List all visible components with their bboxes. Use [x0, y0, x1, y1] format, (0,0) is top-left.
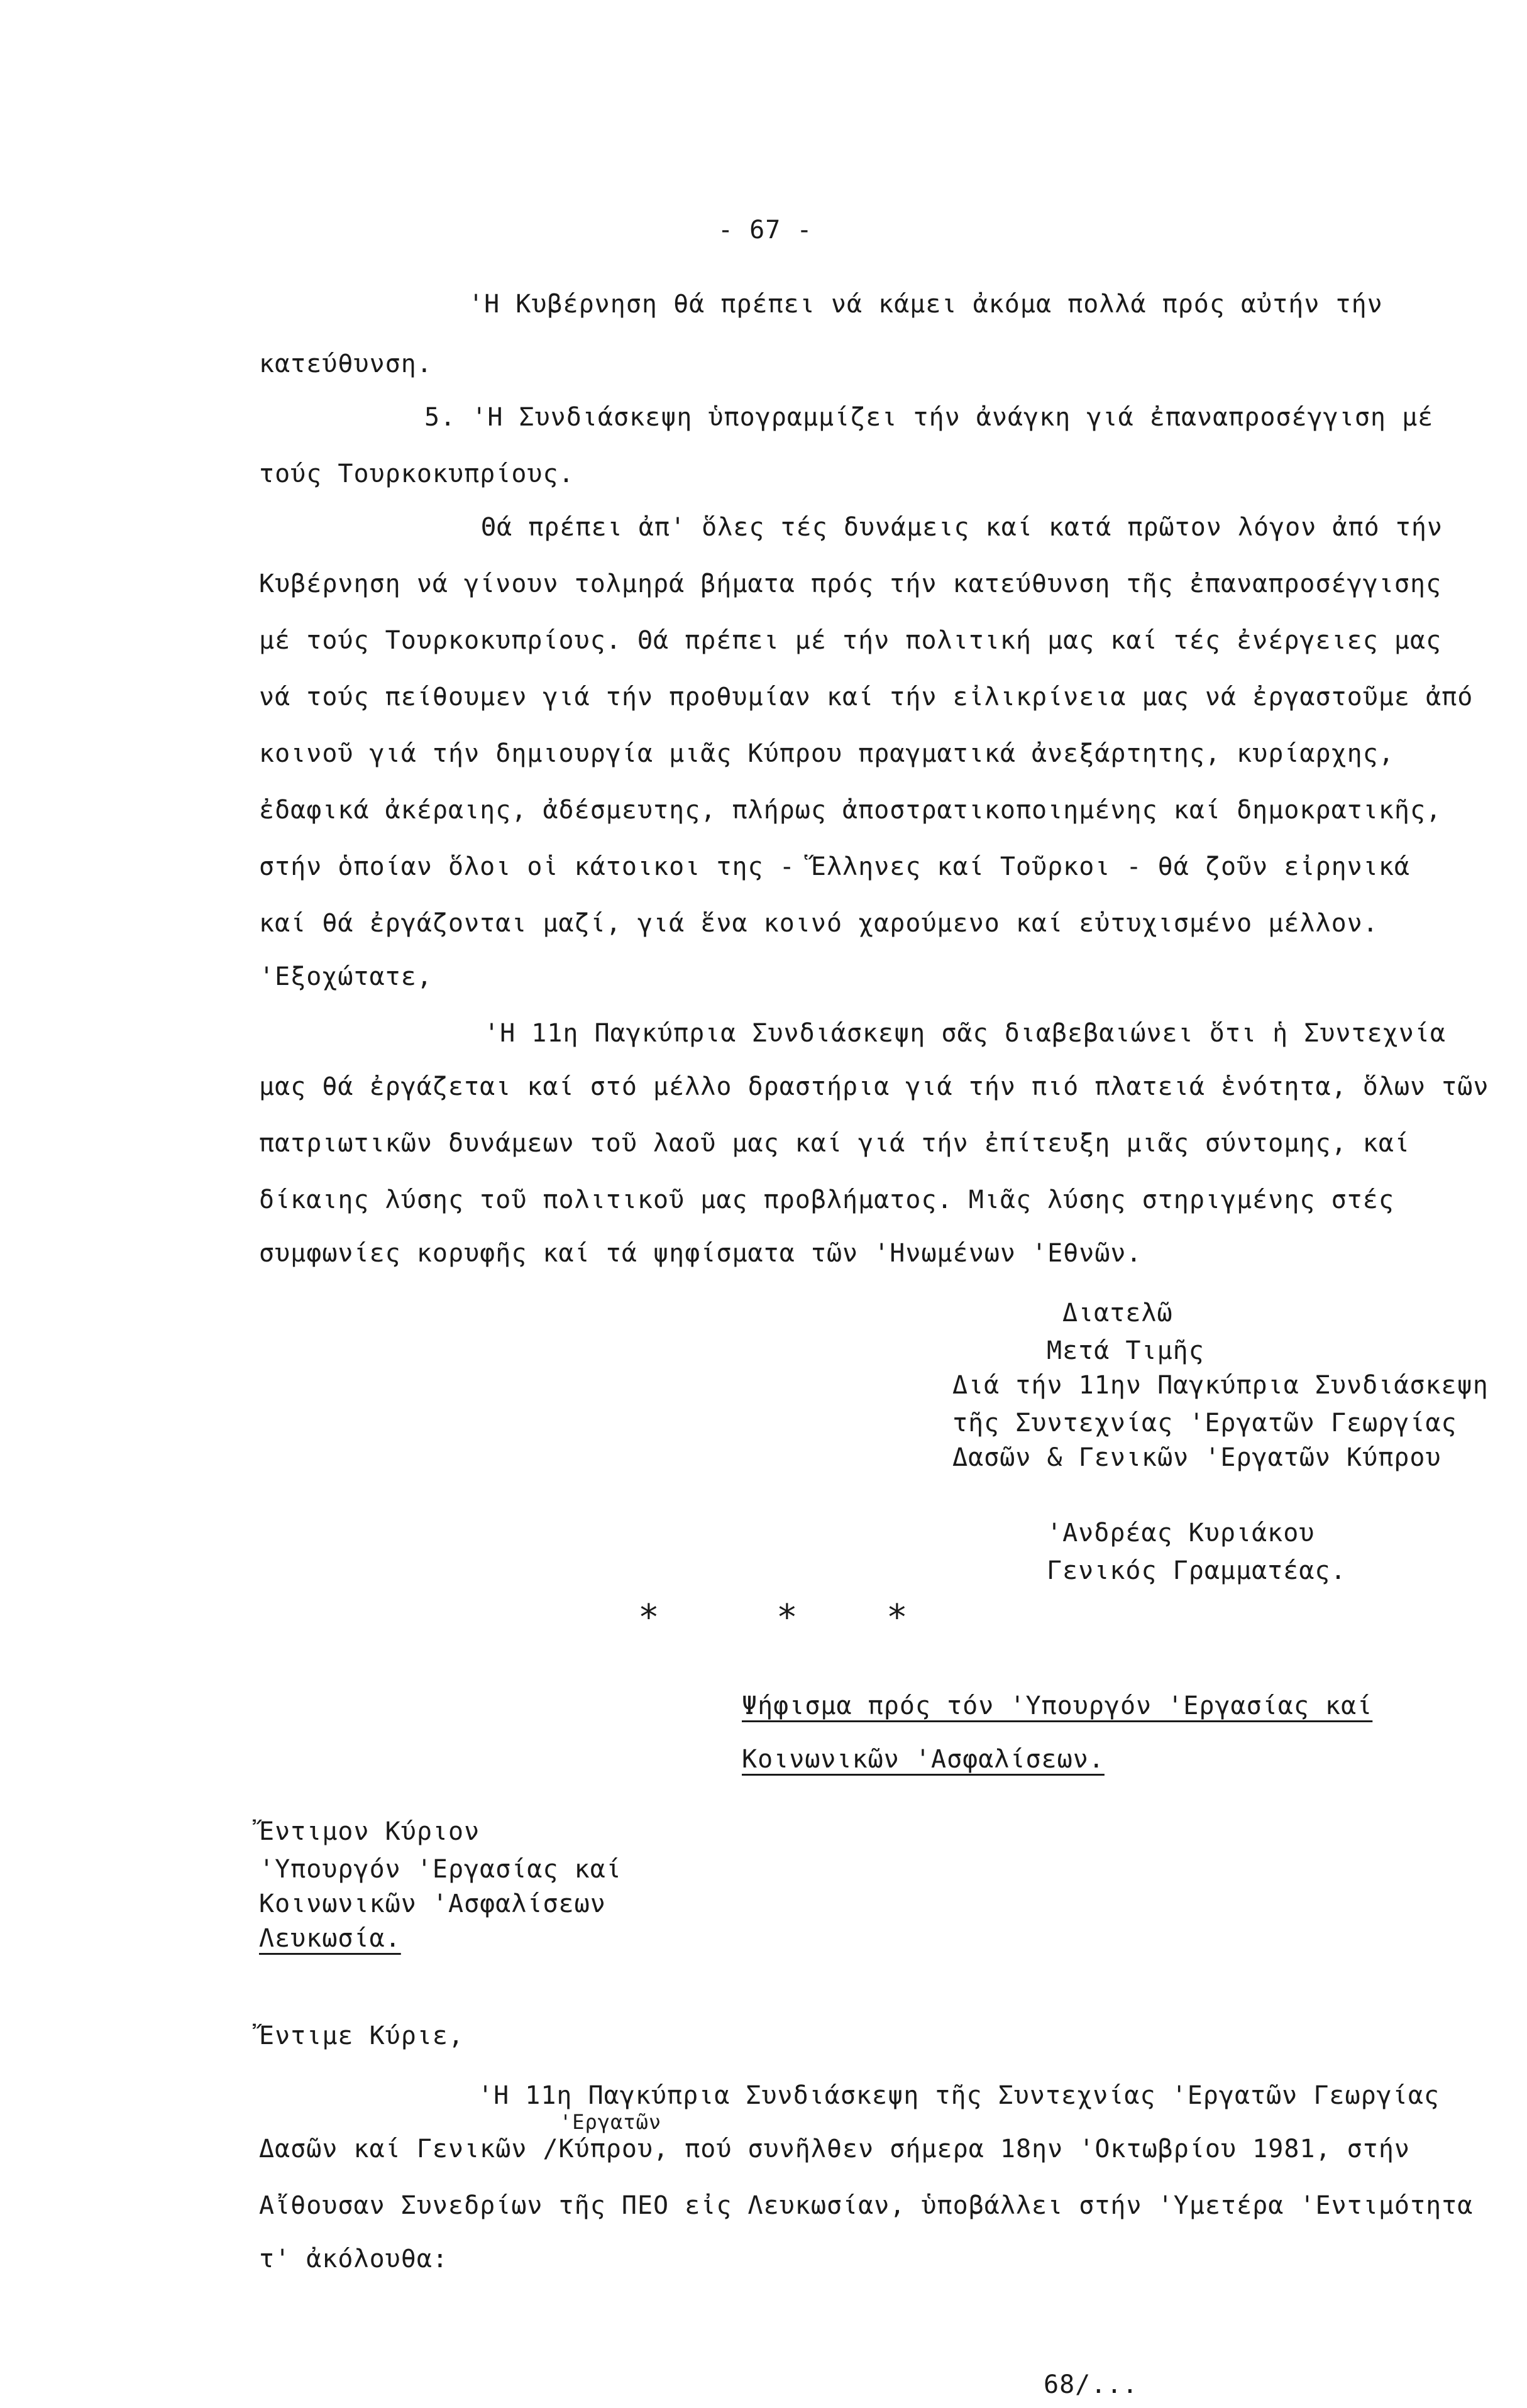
final-paragraph-line-2: Δασῶν καί Γενικῶν /Κύπρου, πού συνῆλθεν σήμερα 18ην 'Οκτωβρίου 1981, στήν	[259, 2135, 1410, 2163]
paragraph-2-line-3: μέ τούς Τουρκοκυπρίους. Θά πρέπει μέ τήν πολιτική μας καί τές ἐνέργειες μας	[259, 626, 1442, 655]
intro-line-2: κατεύθυνση.	[259, 349, 433, 378]
paragraph-2-line-2: Κυβέρνηση νά γίνουν τολμηρά βήματα πρός τήν κατεύθυνση τῆς ἐπαναπροσέγγισης	[259, 569, 1442, 598]
paragraph-3-line-5: συμφωνίες κορυφῆς καί τά ψηφίσματα τῶν 'Ηνωμένων 'Εθνῶν.	[259, 1239, 1142, 1268]
address-city: Λευκωσία.	[259, 1924, 401, 1953]
page-number: - 67 -	[718, 216, 813, 245]
closing-meta-timis: Μετά Τιμῆς	[1047, 1336, 1205, 1365]
final-paragraph-line-1: 'Η 11η Παγκύπρια Συνδιάσκεψη τῆς Συντεχνίας 'Εργατῶν Γεωργίας	[478, 2081, 1440, 2110]
resolution-title-line-2: Κοινωνικῶν 'Ασφαλίσεων.	[742, 1745, 1105, 1774]
address-line-3: Κοινωνικῶν 'Ασφαλίσεων	[259, 1889, 606, 1918]
salutation: 'Εξοχώτατε,	[259, 962, 433, 991]
point-5-line-1: 5. 'Η Συνδιάσκεψη ὑπογραμμίζει τήν ἀνάγκη γιά ἐπαναπροσέγγιση μέ	[424, 403, 1434, 432]
separator-star-3: *	[886, 1597, 908, 1638]
closing-diatelo: Διατελῶ	[1062, 1299, 1173, 1328]
final-paragraph-line-4: τ' ἀκόλουθα:	[259, 2245, 448, 2273]
paragraph-3-line-1: 'Η 11η Παγκύπρια Συνδιάσκεψη σᾶς διαβεβαιώνει ὅτι ἡ Συντεχνία	[484, 1019, 1447, 1048]
paragraph-3-line-3: πατριωτικῶν δυνάμεων τοῦ λαοῦ μας καί γιά τήν ἐπίτευξη μιᾶς σύντομης, καί	[259, 1129, 1410, 1158]
paragraph-3-line-4: δίκαιης λύσης τοῦ πολιτικοῦ μας προβλήματος. Μιᾶς λύσης στηριγμένης στές	[259, 1185, 1394, 1214]
separator-star-2: *	[776, 1597, 798, 1638]
closing-organization-line-2: τῆς Συντεχνίας 'Εργατῶν Γεωργίας	[952, 1409, 1457, 1438]
paragraph-3-line-2: μας θά ἐργάζεται καί στό μέλλο δραστήρια γιά τήν πιό πλατειά ἑνότητα, ὅλων τῶν	[259, 1072, 1489, 1101]
paragraph-2-line-6: ἐδαφικά ἀκέραιης, ἀδέσμευτης, πλήρως ἀποστρατικοποιημένης καί δημοκρατικῆς,	[259, 796, 1442, 825]
intro-line-1: 'Η Κυβέρνηση θά πρέπει νά κάμει ἀκόμα πολλά πρός αὐτήν τήν	[468, 290, 1383, 319]
paragraph-2-line-4: νά τούς πείθουμεν γιά τήν προθυμίαν καί τήν εἰλικρίνεια μας νά ἐργαστοῦμε ἀπό	[259, 683, 1474, 712]
final-paragraph-line-3: Αἴθουσαν Συνεδρίων τῆς ΠΕΟ εἰς Λευκωσίαν, ὑποβάλλει στήν 'Υμετέρα 'Εντιμότητα	[259, 2191, 1474, 2220]
resolution-title-line-1: Ψήφισμα πρός τόν 'Υπουργόν 'Εργασίας καί	[742, 1691, 1373, 1720]
address-line-2: 'Υπουργόν 'Εργασίας καί	[259, 1855, 622, 1884]
handwritten-insertion: 'Εργατῶν	[560, 2110, 662, 2134]
closing-organization-line-3: Δασῶν & Γενικῶν 'Εργατῶν Κύπρου	[952, 1443, 1442, 1472]
signatory-title: Γενικός Γραμματέας.	[1047, 1556, 1347, 1585]
paragraph-2-line-5: κοινοῦ γιά τήν δημιουργία μιᾶς Κύπρου πραγματικά ἀνεξάρτητης, κυρίαρχης,	[259, 739, 1394, 768]
point-5-line-2: τούς Τουρκοκυπρίους.	[259, 459, 575, 488]
paragraph-2-line-7: στήν ὁποίαν ὅλοι οἱ κάτοικοι της - Ἕλληνες καί Τοῦρκοι - θά ζοῦν εἰρηνικά	[259, 852, 1410, 881]
paragraph-2-line-8: καί θά ἐργάζονται μαζί, γιά ἕνα κοινό χαρούμενο καί εὐτυχισμένο μέλλον.	[259, 909, 1379, 938]
address-line-1: Ἔντιμον Κύριον	[259, 1817, 480, 1846]
signatory-name: 'Ανδρέας Κυριάκου	[1047, 1519, 1315, 1548]
greeting: Ἔντιμε Κύριε,	[259, 2021, 465, 2050]
separator-star-1: *	[638, 1597, 660, 1638]
continuation-marker: 68/...	[1044, 2370, 1138, 2399]
closing-organization-line-1: Διά τήν 11ην Παγκύπρια Συνδιάσκεψη	[952, 1371, 1489, 1400]
paragraph-2-line-1: Θά πρέπει ἀπ' ὅλες τές δυνάμεις καί κατά πρῶτον λόγον ἀπό τήν	[481, 513, 1443, 542]
